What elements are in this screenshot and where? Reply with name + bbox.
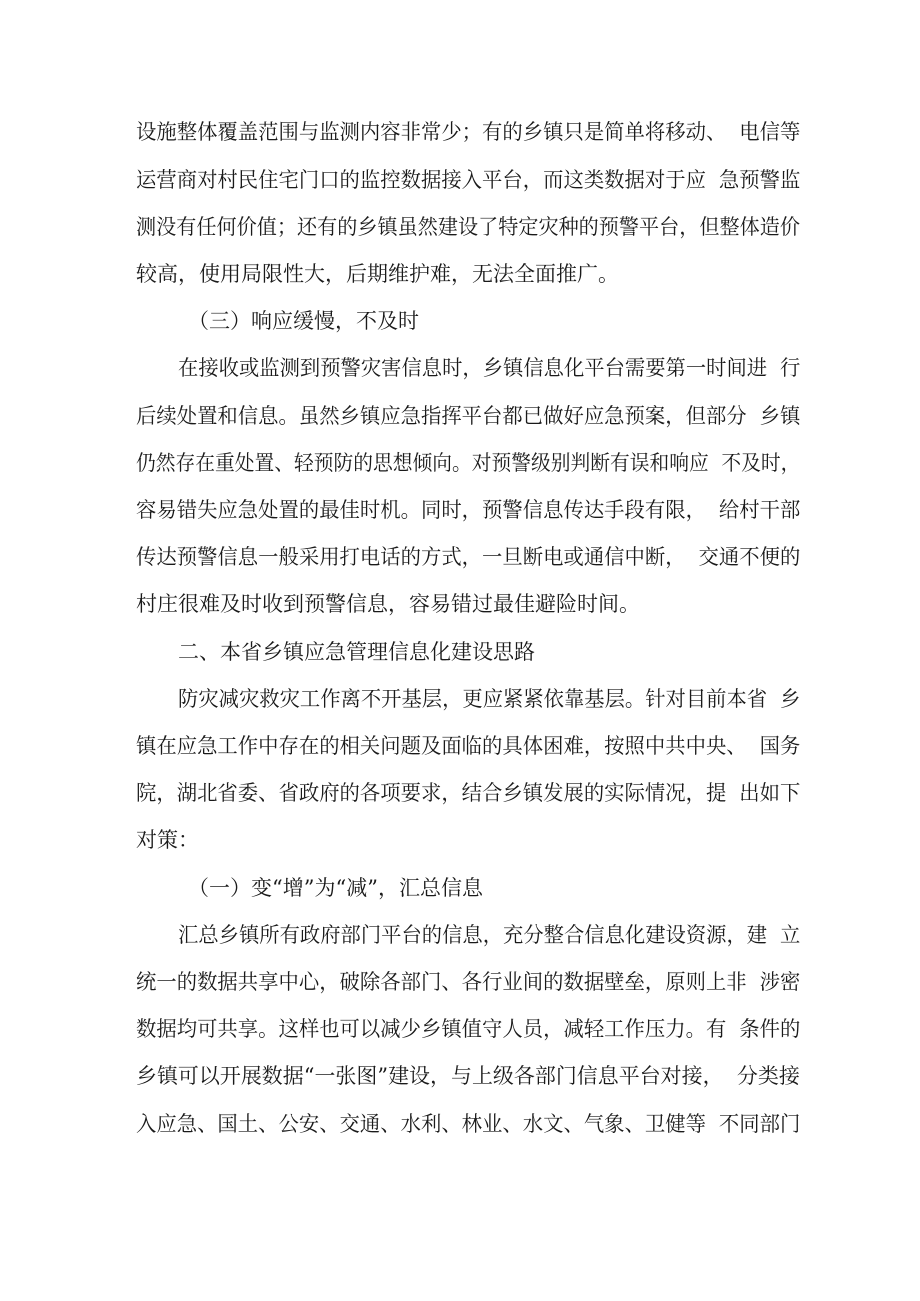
text-line: 仍然存在重处置、轻预防的思想倾向。对预警级别判断有误和响应 不及时， — [136, 451, 801, 475]
text-line: 入应急、国土、公安、交通、水利、林业、水文、气象、卫健等 不同部门 — [136, 1112, 801, 1136]
text-line: 运营商对村民住宅门口的监控数据接入平台，而这类数据对于应 急预警监 — [136, 168, 801, 192]
section-heading: （一）变“增”为“减”，汇总信息 — [188, 876, 483, 900]
text-line: 较高，使用局限性大，后期维护难，无法全面推广。 — [136, 262, 619, 286]
text-line: 测没有任何价值；还有的乡镇虽然建设了特定灾种的预警平台，但整体造价 — [136, 215, 801, 239]
text-line: 汇总乡镇所有政府部门平台的信息，充分整合信息化建设资源，建 立 — [178, 923, 801, 947]
text-line: 防灾减灾救灾工作离不开基层，更应紧紧依靠基层。针对目前本省 乡 — [178, 687, 801, 711]
text-line: 设施整体覆盖范围与监测内容非常少；有的乡镇只是简单将移动、 电信等 — [136, 120, 801, 144]
text-line: 后续处置和信息。虽然乡镇应急指挥平台都已做好应急预案，但部分 乡镇 — [136, 404, 801, 428]
text-line: 统一的数据共享中心，破除各部门、各行业间的数据壁垒，原则上非 涉密 — [136, 970, 801, 994]
text-line: 乡镇可以开展数据“一张图”建设，与上级各部门信息平台对接， 分类接 — [136, 1064, 800, 1088]
text-line: 传达预警信息一般采用打电话的方式，一旦断电或通信中断， 交通不便的 — [136, 545, 801, 569]
text-line: 院，湖北省委、省政府的各项要求，结合乡镇发展的实际情况，提 出如下 — [136, 781, 801, 805]
text-line: 对策： — [136, 828, 199, 852]
section-heading: 二、本省乡镇应急管理信息化建设思路 — [178, 640, 535, 664]
text-line: 容易错失应急处置的最佳时机。同时，预警信息传达手段有限， 给村干部 — [136, 498, 801, 522]
text-line: 村庄很难及时收到预警信息，容易错过最佳避险时间。 — [136, 592, 640, 616]
section-heading: （三）响应缓慢，不及时 — [188, 309, 419, 333]
text-line: 数据均可共享。这样也可以减少乡镇值守人员，减轻工作压力。有 条件的 — [136, 1017, 801, 1041]
text-line: 在接收或监测到预警灾害信息时，乡镇信息化平台需要第一时间进 行 — [178, 356, 801, 380]
text-line: 镇在应急工作中存在的相关问题及面临的具体困难，按照中共中央、 国务 — [136, 734, 801, 758]
